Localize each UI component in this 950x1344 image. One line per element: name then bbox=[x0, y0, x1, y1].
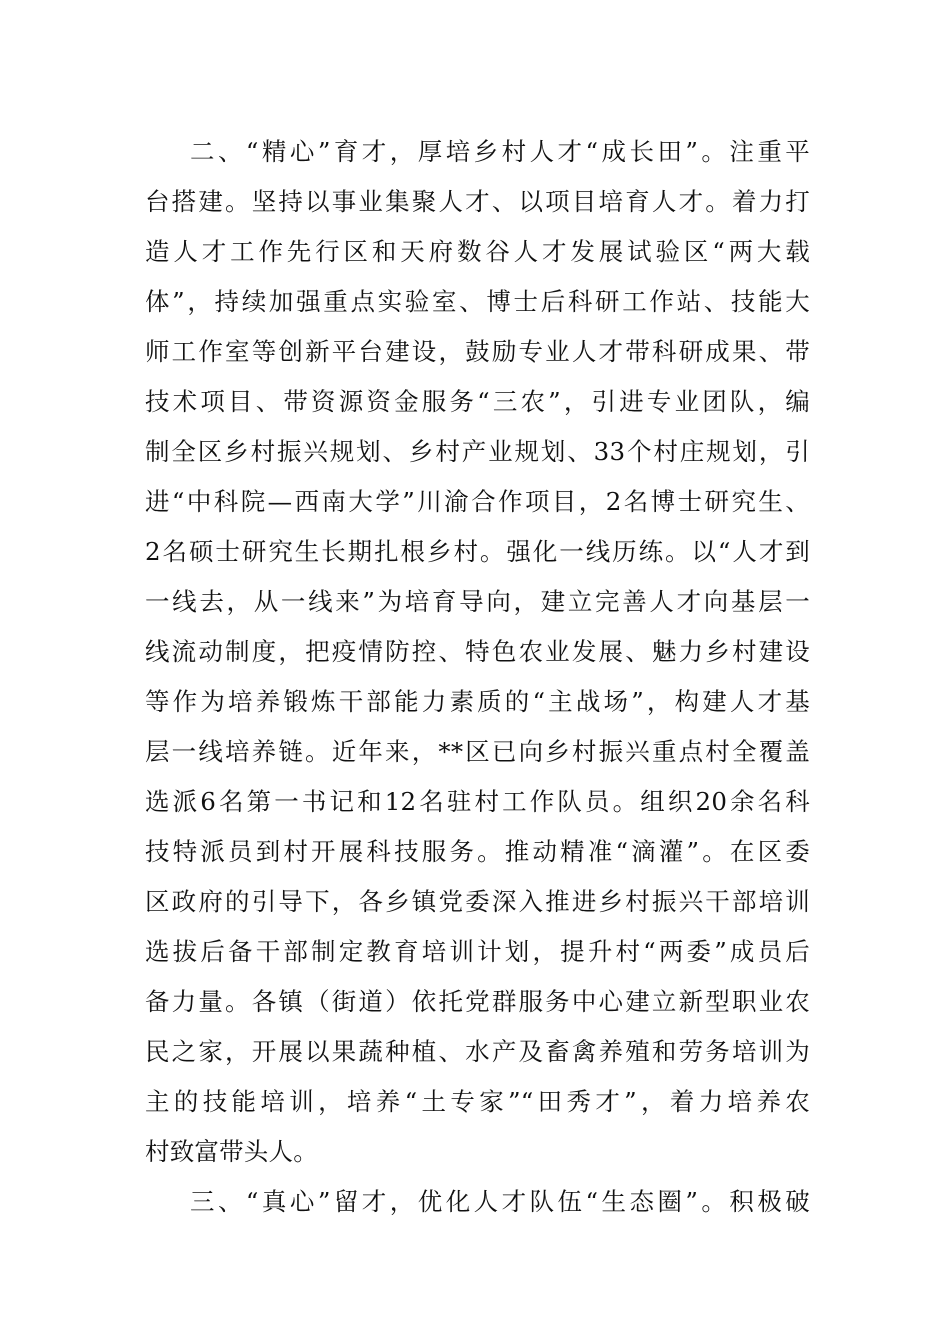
paragraph-line: 师工作室等创新平台建设，鼓励专业人才带科研成果、带 bbox=[145, 337, 810, 366]
paragraph-line: 村致富带头人。 bbox=[145, 1137, 318, 1166]
paragraph-line: 三、“真心”留才，优化人才队伍“生态圈”。积极破 bbox=[190, 1187, 810, 1216]
paragraph-line: 备力量。各镇（街道）依托党群服务中心建立新型职业农 bbox=[145, 987, 810, 1016]
paragraph-line: 选拔后备干部制定教育培训计划，提升村“两委”成员后 bbox=[145, 937, 810, 966]
paragraph-line: 区政府的引导下，各乡镇党委深入推进乡村振兴干部培训 bbox=[145, 887, 810, 916]
paragraph-line: 体”，持续加强重点实验室、博士后科研工作站、技能大 bbox=[145, 287, 810, 316]
paragraph-line: 一线去，从一线来”为培育导向，建立完善人才向基层一 bbox=[145, 587, 810, 616]
paragraph-line: 层一线培养链。近年来，**区已向乡村振兴重点村全覆盖 bbox=[145, 737, 810, 766]
paragraph-line: 主的技能培训，培养“土专家”“田秀才”，着力培养农 bbox=[145, 1087, 810, 1116]
paragraph-line: 技术项目、带资源资金服务“三农”，引进专业团队，编 bbox=[145, 387, 810, 416]
paragraph-line: 造人才工作先行区和天府数谷人才发展试验区“两大载 bbox=[145, 237, 810, 266]
paragraph-line: 线流动制度，把疫情防控、特色农业发展、魅力乡村建设 bbox=[145, 637, 810, 666]
paragraph-line: 民之家，开展以果蔬种植、水产及畜禽养殖和劳务培训为 bbox=[145, 1037, 810, 1066]
paragraph-line: 制全区乡村振兴规划、乡村产业规划、33个村庄规划，引 bbox=[145, 437, 810, 466]
paragraph-line: 技特派员到村开展科技服务。推动精准“滴灌”。在区委 bbox=[145, 837, 810, 866]
paragraph-line: 选派6名第一书记和12名驻村工作队员。组织20余名科 bbox=[145, 787, 810, 816]
paragraph-line: 二、“精心”育才，厚培乡村人才“成长田”。注重平 bbox=[190, 137, 810, 166]
paragraph-line: 进“中科院—西南大学”川渝合作项目，2名博士研究生、 bbox=[145, 487, 810, 516]
paragraph-line: 台搭建。坚持以事业集聚人才、以项目培育人才。着力打 bbox=[145, 187, 810, 216]
paragraph-line: 2名硕士研究生长期扎根乡村。强化一线历练。以“人才到 bbox=[145, 537, 810, 566]
paragraph-line: 等作为培养锻炼干部能力素质的“主战场”，构建人才基 bbox=[145, 687, 810, 716]
